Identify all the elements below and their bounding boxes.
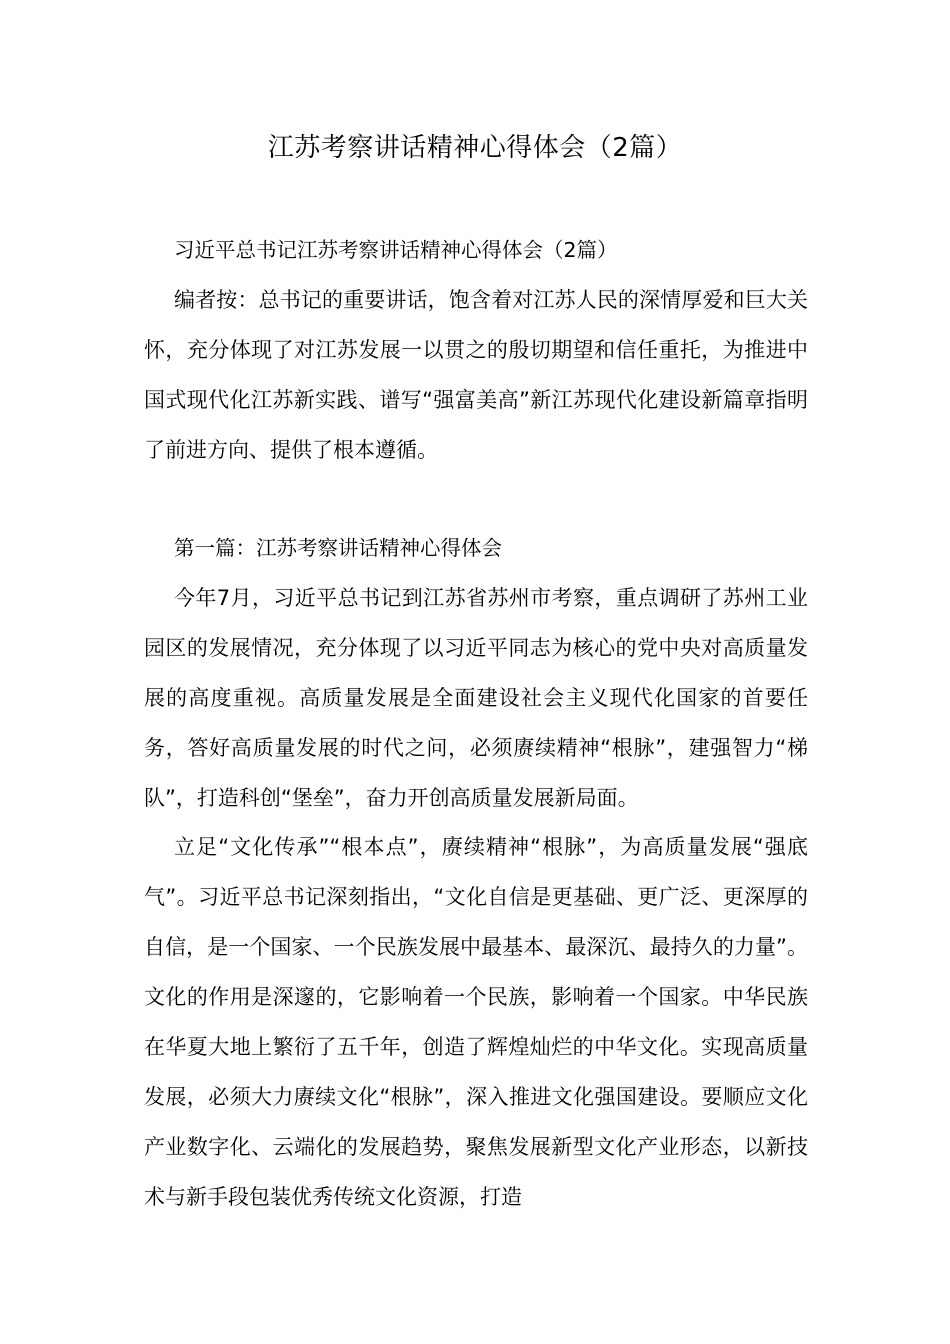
editor-note-paragraph: 编者按：总书记的重要讲话，饱含着对江苏人民的深情厚爱和巨大关怀，充分体现了对江苏发展一以贯之的殷切期望和信任重托，为推进中国式现代化江苏新实践、谱写“强富美高”新江苏现代化建设新篇章指明了前进方向、提供了根本遵循。 — [144, 288, 808, 462]
body-paragraph-2: 立足“文化传承”“根本点”，赓续精神“根脉”，为高质量发展“强底气”。习近平总书记深刻指出，“文化自信是更基础、更广泛、更深厚的自信，是一个国家、一个民族发展中最基本、最深沉、最持久的力量”。文化的作用是深邃的，它影响着一个民族，影响着一个国家。中华民族在华夏大地上繁衍了五千年，创造了辉煌灿烂的中华文化。实现高质量发展，必须大力赓续文化“根脉”，深入推进文化强国建设。要顺应文化产业数字化、云端化的发展趋势，聚焦发展新型文化产业形态，以新技术与新手段包装优秀传统文化资源，打造 — [144, 835, 808, 1209]
document-subtitle: 习近平总书记江苏考察讲话精神心得体会（2篇） — [174, 238, 618, 262]
body-paragraph-1: 今年7月，习近平总书记到江苏省苏州市考察，重点调研了苏州工业园区的发展情况，充分体现了以习近平同志为核心的党中央对高质量发展的高度重视。高质量发展是全面建设社会主义现代化国家的首要任务，答好高质量发展的时代之问，必须赓续精神“根脉”，建强智力“梯队”，打造科创“堡垒”，奋力开创高质量发展新局面。 — [144, 586, 808, 810]
document-title: 江苏考察讲话精神心得体会（2篇） — [267, 133, 683, 163]
section-one-heading: 第一篇：江苏考察讲话精神心得体会 — [174, 536, 502, 560]
